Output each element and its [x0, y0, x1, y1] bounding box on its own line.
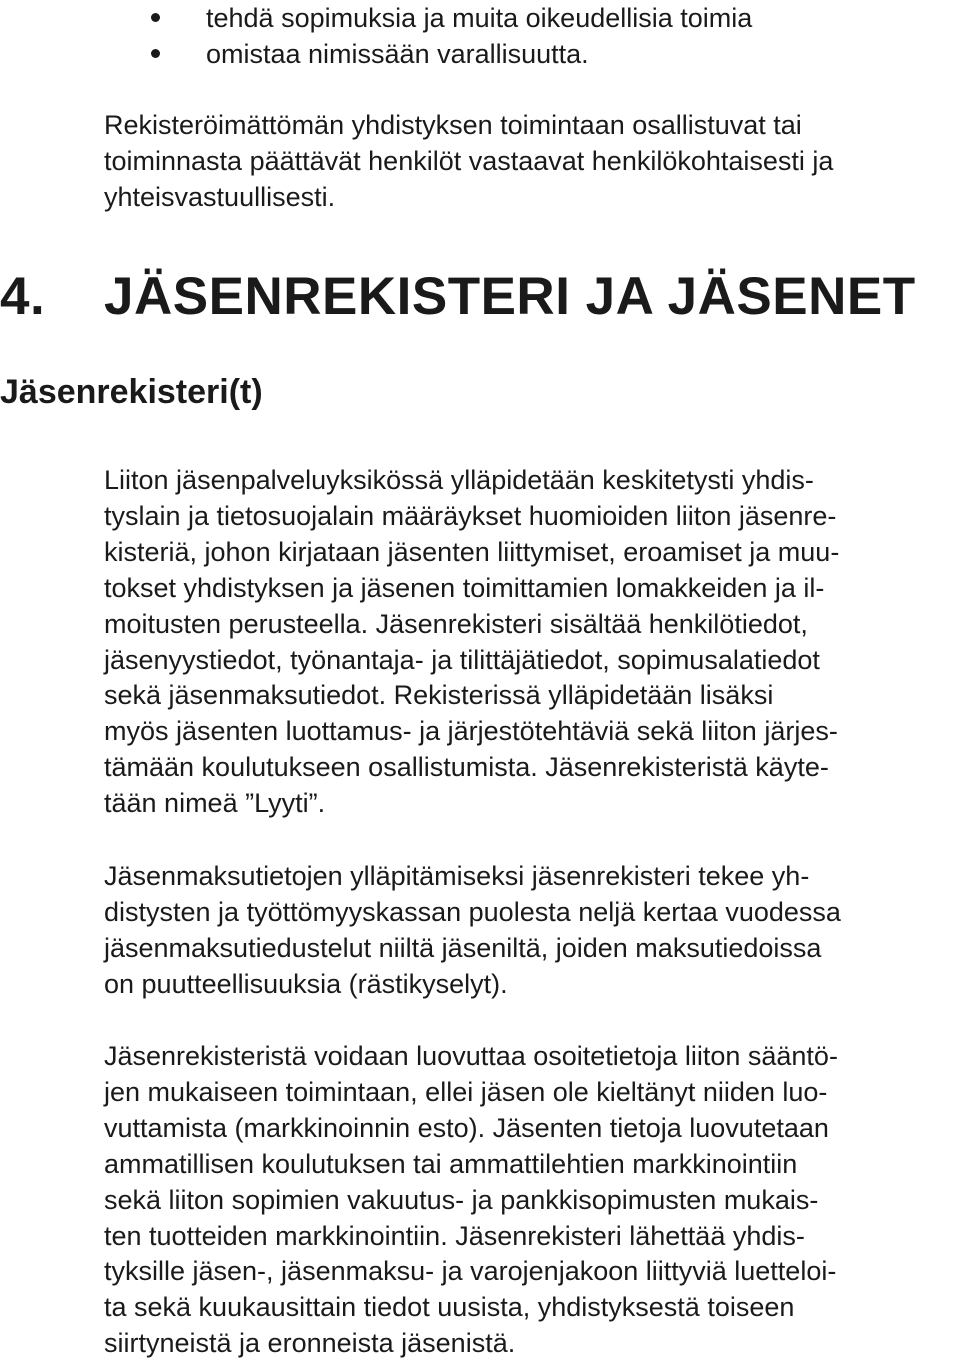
- section-number: 4.: [0, 267, 46, 326]
- paragraph-data-disclosure: Jäsenrekisteristä voidaan luovuttaa osoitetietoja liiton sääntö- jen mukaiseen toimintaan, ellei jäsen ole kieltänyt niiden luo- vuttamista (markkinoinnin esto). Jäsenten tietoja luovutetaan ammatillisen koulutuksen tai ammattilehtien markkinointiin sekä liiton sopimien vakuutus- ja pankkisopimusten mukais- ten tuotteiden markkinointiin. Jäsenrekisteri lähettää yhdis- tyksille jäsen-, jäsenmaksu- ja varojenjakoon liittyviä luetteloi- ta sekä kuukausittain tiedot uusista, yhdistyksestä toiseen siirtyneistä ja eronneista jäsenistä.: [104, 1041, 838, 1359]
- bullet-list: [104, 0, 752, 72]
- section-title: JÄSENREKISTERI JA JÄSENET: [104, 267, 916, 326]
- bullet-icon: [151, 49, 160, 58]
- paragraph-member-register: Liiton jäsenpalveluyksikössä ylläpidetään keskitetysti yhdis- tyslain ja tietosuojalain määräykset huomioiden liiton jäsenre- kisteriä, johon kirjataan jäsenten liittymiset, eroamiset ja muu- tokset yhdistyksen ja jäsenen toimittamien lomakkeiden ja il- moitusten perusteella. Jäsenrekisteri sisältää henkilötiedot, jäsenyystiedot, työnantaja- ja tilittäjätiedot, sopimusalatiedot sekä jäsenmaksutiedot. Rekisterissä ylläpidetään lisäksi myös jäsenten luottamus- ja järjestötehtäviä sekä liiton järjes- tämään koulutukseen osallistumista. Jäsenrekisteristä käyte- tään nimeä ”Lyyti”.: [104, 465, 840, 819]
- section-heading: [0, 262, 916, 332]
- bullet-item: omistaa nimissään varallisuutta.: [104, 36, 752, 72]
- intro-paragraph: Rekisteröimättömän yhdistyksen toimintaan osallistuvat tai toiminnasta päättävät henkilöt vastaavat henkilökohtaisesti ja yhteisvastuullisesti.: [104, 110, 834, 212]
- paragraph-fee-inquiries: Jäsenmaksutietojen ylläpitämiseksi jäsenrekisteri tekee yh- distysten ja työttömyyskassan puolesta neljä kertaa vuodessa jäsenmaksutiedustelut niiltä jäseniltä, joiden maksutiedoissa on puutteellisuuksia (rästikyselyt).: [104, 861, 841, 999]
- subheading: Jäsenrekisteri(t): [0, 373, 263, 411]
- bullet-item: tehdä sopimuksia ja muita oikeudellisia toimia: [104, 0, 752, 36]
- bullet-icon: [151, 13, 160, 22]
